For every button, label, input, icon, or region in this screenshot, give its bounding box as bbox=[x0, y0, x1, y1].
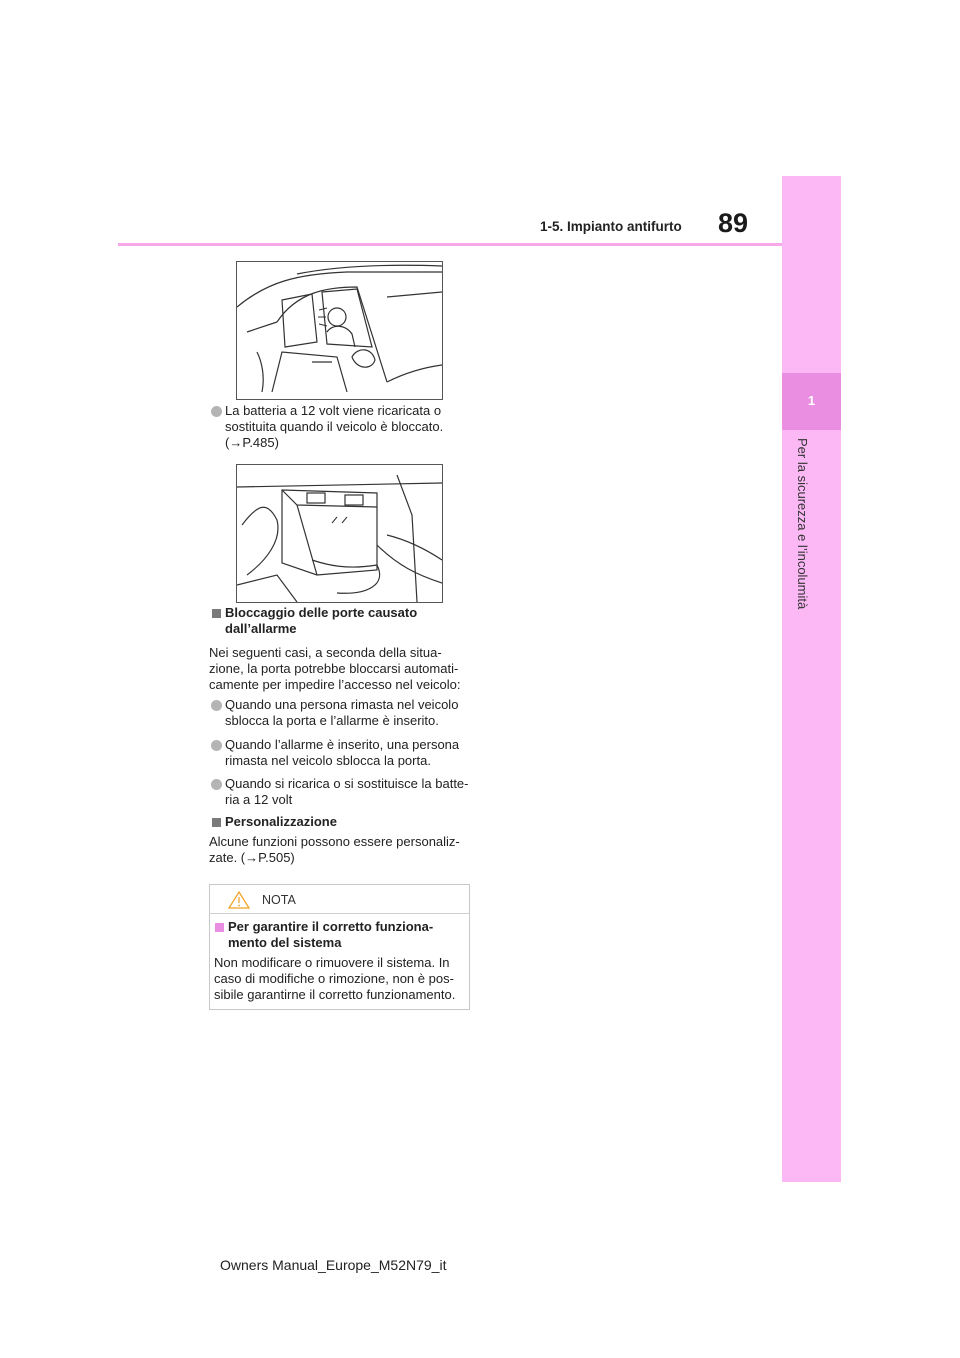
bullet-text: Quando si ricarica o si sostituisce la batte- ria a 12 volt bbox=[225, 776, 469, 807]
page-number: 89 bbox=[718, 208, 749, 238]
section-title: 1-5. Impianto antifurto bbox=[540, 219, 682, 234]
header-rule bbox=[118, 243, 782, 246]
chapter-title: Per la sicurezza e l’incolumità bbox=[795, 438, 810, 610]
heading-marker bbox=[212, 818, 221, 827]
note-body: Non modificare o rimuovere il sistema. In caso di modifiche o rimozione, non è pos- sibile garantirne il corretto funzionamento. bbox=[214, 955, 456, 1002]
footer-text: Owners Manual_Europe_M52N79_it bbox=[220, 1257, 447, 1273]
bullet-text: Quando l’allarme è inserito, una persona rimasta nel veicolo sblocca la porta. bbox=[225, 737, 460, 768]
bullet-marker bbox=[211, 740, 222, 751]
heading-customization: Personalizzazione bbox=[225, 814, 337, 829]
chapter-side-tab bbox=[782, 176, 841, 1182]
note-divider bbox=[209, 913, 469, 914]
bullet-marker bbox=[211, 700, 222, 711]
note-label: NOTA bbox=[262, 893, 296, 907]
paragraph-alarm-lock: Nei seguenti casi, a seconda della situa- zione, la porta potrebbe bloccarsi automati- camente per impedire l’accesso nel veicolo: bbox=[209, 645, 461, 692]
warning-triangle-icon bbox=[228, 891, 250, 914]
bullet-text: La batteria a 12 volt viene ricaricata o sostituita quando il veicolo è bloccato. (→P.485) bbox=[225, 403, 444, 450]
note-heading-marker bbox=[215, 923, 224, 932]
bullet-marker bbox=[211, 779, 222, 790]
chapter-number: 1 bbox=[807, 393, 816, 408]
heading-alarm-lock: Bloccaggio delle porte causato dall’allarme bbox=[225, 605, 418, 636]
car-interior-illustration bbox=[236, 261, 443, 400]
bullet-marker bbox=[211, 406, 222, 417]
bullet-text: Quando una persona rimasta nel veicolo sblocca la porta e l’allarme è inserito. bbox=[225, 697, 459, 728]
note-heading: Per garantire il corretto funziona- mento del sistema bbox=[228, 919, 434, 950]
battery-illustration bbox=[236, 464, 443, 603]
paragraph-customization: Alcune funzioni possono essere personaliz- zate. (→P.505) bbox=[209, 834, 460, 865]
heading-marker bbox=[212, 609, 221, 618]
